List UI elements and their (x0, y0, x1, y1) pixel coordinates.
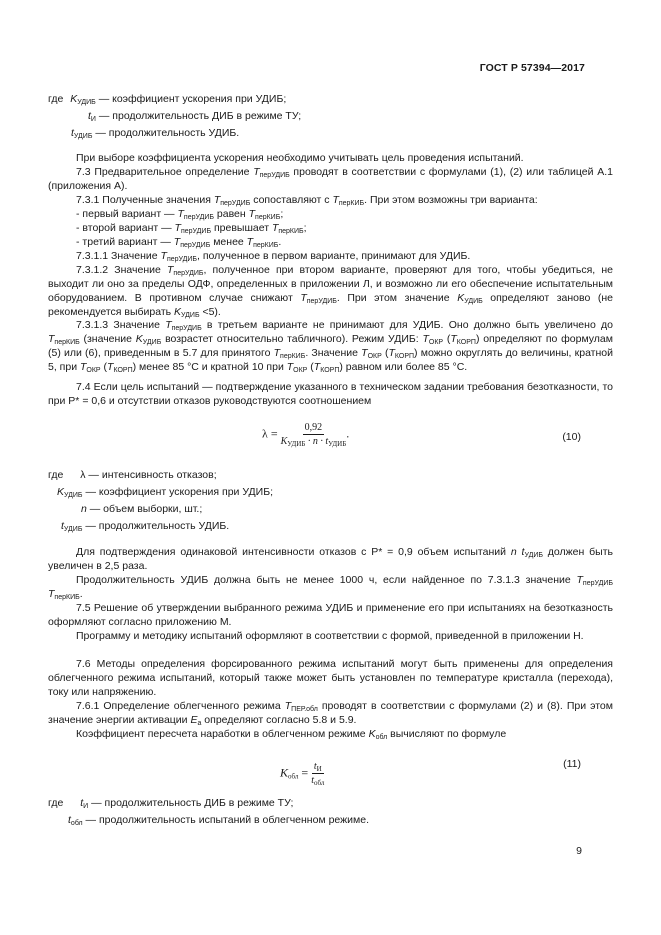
variant-first: - первый вариант — $T_{перУДИБ}$ равен $T_{перКИБ}$; (76, 208, 284, 221)
formula-10: λ = $\frac{0,92}{K_{УДИБ} \cdot n \cdot t_{УДИБ}}$ . (262, 422, 350, 448)
paragraph-7-6-1: 7.6.1 Определение облегченного режима $T_{ПЕР.обл}$ проводят в соответствии с формулами (2) и (8). При этом значение энергии активации $E_а$ определяют согласно 5.8 и 5.9. (48, 700, 613, 727)
standard-header: ГОСТ Р 57394—2017 (479, 62, 585, 74)
definition-t-i: $t_И$ — продолжительность ДИБ в режиме ТУ; (88, 110, 302, 123)
formula-11-number: (11) (563, 758, 581, 770)
definition-n: n — объем выборки, шт.; (81, 503, 203, 515)
paragraph-7-4: 7.4 Если цель испытаний — подтверждение указанного в техническом задании требования безотказности, то при Р* = 0,6 и отсутствии отказов руководствуются соотношением (48, 381, 613, 407)
page-number: 9 (576, 845, 582, 857)
paragraph-recalc-coefficient: Коэффициент пересчета наработки в облегченном режиме $K_{обл}$ вычисляют по формуле (76, 728, 507, 741)
paragraph-7-3-1-3: 7.3.1.3 Значение $T_{перУДИБ}$ в третьем варианте не принимают для УДИБ. Оно должно быть увеличено до $T_{перКИБ}$ (значение $K_{УДИБ}$ возрастет относительно табличного). Режим УДИБ: $T_{ОКР}$ $(T_{КОРП})$ определяют по формулам (5) или (6), приведенным в 5.7 для принятого $T_{перКИБ}$. Значение $T_{ОКР}$ $(T_{КОРП})$ можно округлять до величины, кратной 5, при $T_{ОКР}$ $(T_{КОРП})$ менее 85 °С и кратной 10 при $T_{ОКР}$ $(T_{КОРП})$ равном или более 85 °С. (48, 319, 614, 374)
definition-k-udib-2: $K_{УДИБ}$ — коэффициент ускорения при УДИБ; (57, 486, 274, 499)
definition-k-udib: где $K_{УДИБ}$ — коэффициент ускорения при УДИБ; (48, 93, 287, 106)
paragraph-7-3-1-2: 7.3.1.2 Значение $T_{перУДИБ}$, полученное при втором варианте, проверяют для того, чтобы убедиться, не выходит ли оно за пределы ОДФ, определенных в приложении Л, и возможно ли его обеспечение испытательным оборудованием. В противном случае снижают $T_{перУДИБ}$. При этом значение $K_{УДИБ}$ определяют заново (не рекомендуется выбирать $K_{УДИБ} <5$). (48, 264, 613, 319)
paragraph-7-6: 7.6 Методы определения форсированного режима испытаний могут быть применены для определения облегченного режима испытаний, который также может быть установлен по температуре кристалла (перехода), току или напряжению. (48, 658, 613, 698)
formula-10-number: (10) (562, 431, 581, 443)
variant-second: - второй вариант — $T_{перУДИБ}$ превышает $T_{перКИБ}$; (76, 222, 307, 235)
paragraph-7-3-1-1: 7.3.1.1 Значение $T_{перУДИБ}$, полученное в первом варианте, принимают для УДИБ. (76, 250, 471, 263)
definition-t-obl: $t_{обл}$ — продолжительность испытаний в облегченном режиме. (68, 814, 370, 827)
definition-lambda: где λ — интенсивность отказов; (48, 469, 217, 481)
paragraph-program: Программу и методику испытаний оформляют в соответствии с формой, приведенной в приложении Н. (76, 630, 584, 642)
definition-t-udib: $t_{УДИБ}$ — продолжительность УДИБ. (71, 127, 240, 140)
definition-t-udib-2: $t_{УДИБ}$ — продолжительность УДИБ. (61, 520, 230, 533)
paragraph-coefficient-choice: При выборе коэффициента ускорения необходимо учитывать цель проведения испытаний. (76, 152, 524, 164)
paragraph-intensity-confirmation: Для подтверждения одинаковой интенсивности отказов с Р* = 0,9 объем испытаний n $t_{УДИБ}$ должен быть увеличен в 2,5 раза. (48, 546, 614, 572)
formula-11: $K_{обл}$ = $\frac{t_И}{t_{обл}}$ (280, 761, 325, 787)
variant-third: - третий вариант — $T_{перУДИБ}$ менее $T_{перКИБ}$. (76, 236, 282, 249)
definition-t-i-2: где $t_И$ — продолжительность ДИБ в режиме ТУ; (48, 797, 294, 810)
paragraph-udib-duration: Продолжительность УДИБ должна быть не менее 1000 ч, если найденное по 7.3.1.3 значение $T_{перУДИБ}$ $T_{перКИБ}$. (48, 574, 613, 601)
paragraph-7-3: 7.3 Предварительное определение $T_{перУДИБ}$ проводят в соответствии с формулами (1), (2) или таблицей А.1 (приложения А). (48, 166, 613, 192)
paragraph-7-3-1: 7.3.1 Полученные значения $T_{перУДИБ}$ сопоставляют с $T_{перКИБ}$. При этом возможны три варианта: (76, 194, 538, 207)
paragraph-7-5: 7.5 Решение об утверждении выбранного режима УДИБ и применение его при испытаниях на безотказность оформляют согласно приложению М. (48, 602, 613, 628)
